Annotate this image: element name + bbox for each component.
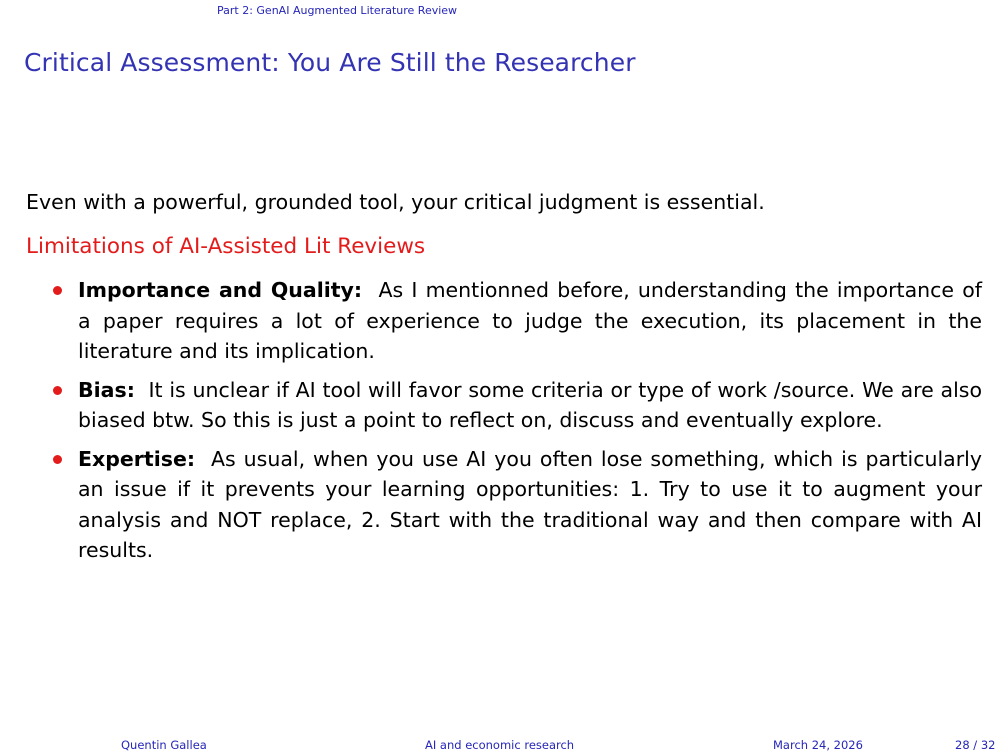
- footer-title: AI and economic research: [425, 738, 575, 752]
- item-text: As I mentionned before, understanding the importance of a paper requires a lot of experience to judge the execution, its placement in the literature and its implication.: [78, 278, 982, 363]
- block-title: Limitations of AI-Assisted Lit Reviews: [26, 234, 426, 259]
- item-text: As usual, when you use AI you often lose something, which is particularly an issue if it prevents your learning opportunities: 1. Try to use it to augment your analysis and NOT replace, 2. Start with the traditional way and then compare with AI results.: [78, 446, 982, 562]
- bullet-icon: [53, 286, 62, 295]
- item-term: Bias:: [78, 377, 135, 402]
- list-item-bias: [78, 375, 982, 436]
- bullet-icon: [53, 386, 62, 395]
- footer-page-number: 28 / 32: [955, 738, 996, 752]
- footer: [0, 738, 1008, 754]
- slide-title: Critical Assessment: You Are Still the Researcher: [24, 48, 636, 77]
- item-text: It is unclear if AI tool will favor some criteria or type of work /source. We are also biased btw. So this is just a point to reflect on, discuss and eventually explore.: [78, 377, 982, 432]
- limitations-list: [0, 275, 1008, 574]
- footer-author: Quentin Gallea: [121, 738, 207, 752]
- list-item-importance: [78, 275, 982, 367]
- footer-date: March 24, 2026: [773, 738, 863, 752]
- section-header[interactable]: Part 2: GenAI Augmented Literature Review: [217, 4, 458, 17]
- bullet-icon: [53, 455, 62, 464]
- intro-text: Even with a powerful, grounded tool, your critical judgment is essential.: [26, 190, 765, 214]
- item-term: Expertise:: [78, 446, 196, 471]
- item-term: Importance and Quality:: [78, 278, 363, 302]
- list-item-expertise: [78, 444, 982, 566]
